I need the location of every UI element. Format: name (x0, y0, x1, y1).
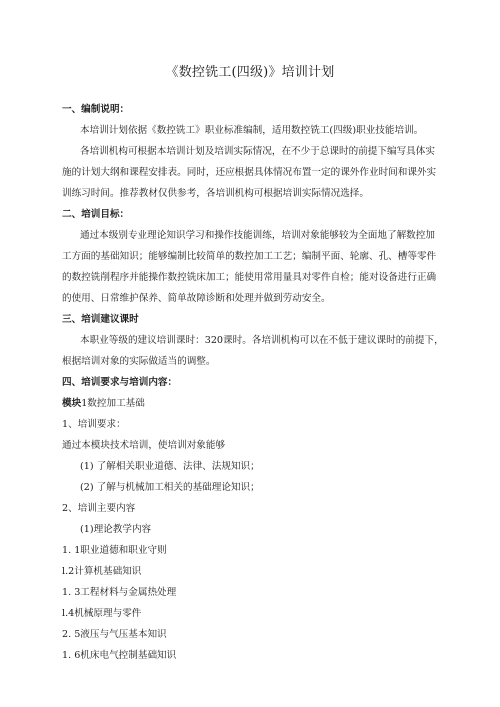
requirement-item: (2) 了解与机械加工相关的基础理论知识； (80, 482, 260, 493)
paragraph-line: 的数控铣削程序并能操作数控铣床加工；能使用常用量具对零件自检；能对设备进行正确 (62, 272, 437, 283)
paragraph-line: 工方面的基础知识；能够编制比较简单的数控加工工艺；编制平面、轮廓、孔、槽等零件 (62, 251, 437, 262)
module-name: 1数控加工基础 (81, 398, 145, 409)
list-item: l.4机械原理与零件 (62, 608, 142, 619)
module-title (62, 397, 452, 411)
module-prefix: 模块 (62, 398, 82, 409)
section-heading-3: 三、培训建议课时 (62, 314, 139, 325)
paragraph-line: 本培训计划依据《数控铣工》职业标准编制，适用数控铣工(四级)职业技能培训。 (80, 125, 424, 136)
section-heading-4: 四、培训要求与培训内容： (62, 377, 178, 388)
training-requirements-title: 1、培训要求： (62, 419, 126, 430)
paragraph-line: 本职业等级的建议培训课时：320课时。各培训机构可以在不低于建议课时的前提下， (80, 335, 444, 346)
list-item: 1. 6机床电气控制基础知识 (62, 650, 177, 661)
list-item: l.2计算机基础知识 (62, 566, 142, 577)
list-item: 1. 1职业道德和职业守则 (62, 545, 167, 556)
paragraph-line: 施的计划大纲和课程安排表。同时，还应根据具体情况布置一定的课外作业时间和课外实 (62, 167, 437, 178)
paragraph-line: 通过本级别专业理论知识学习和操作技能训练，培训对象能够较为全面地了解数控加 (80, 230, 435, 241)
section-heading-1: 一、编制说明： (62, 104, 130, 115)
list-item: 1. 3工程材料与金属热处理 (62, 587, 177, 598)
document-title: 《数控铣工(四级)》培训计划 (165, 65, 335, 80)
paragraph-line: 通过本模块技术培训，使培训对象能够 (62, 440, 226, 451)
training-content-title: 2、培训主要内容 (62, 503, 136, 514)
theory-content-title: (1)理论教学内容 (80, 524, 152, 535)
paragraph-line: 根据培训对象的实际做适当的调整。 (62, 356, 216, 367)
paragraph-line: 训练习时间。推荐教材仅供参考，各培训机构可根据培训实际情况选择。 (62, 188, 369, 199)
requirement-item: (1) 了解相关职业道德、法律、法规知识； (80, 461, 260, 472)
list-item: 2. 5液压与气压基本知识 (62, 629, 167, 640)
paragraph-line: 的使用、日常维护保养、简单故障诊断和处理并做到劳动安全。 (62, 293, 331, 304)
paragraph-line: 各培训机构可根据本培训计划及培训实际情况，在不少于总课时的前提下编写具体实 (80, 146, 435, 157)
section-heading-2: 二、培训目标： (62, 209, 130, 220)
